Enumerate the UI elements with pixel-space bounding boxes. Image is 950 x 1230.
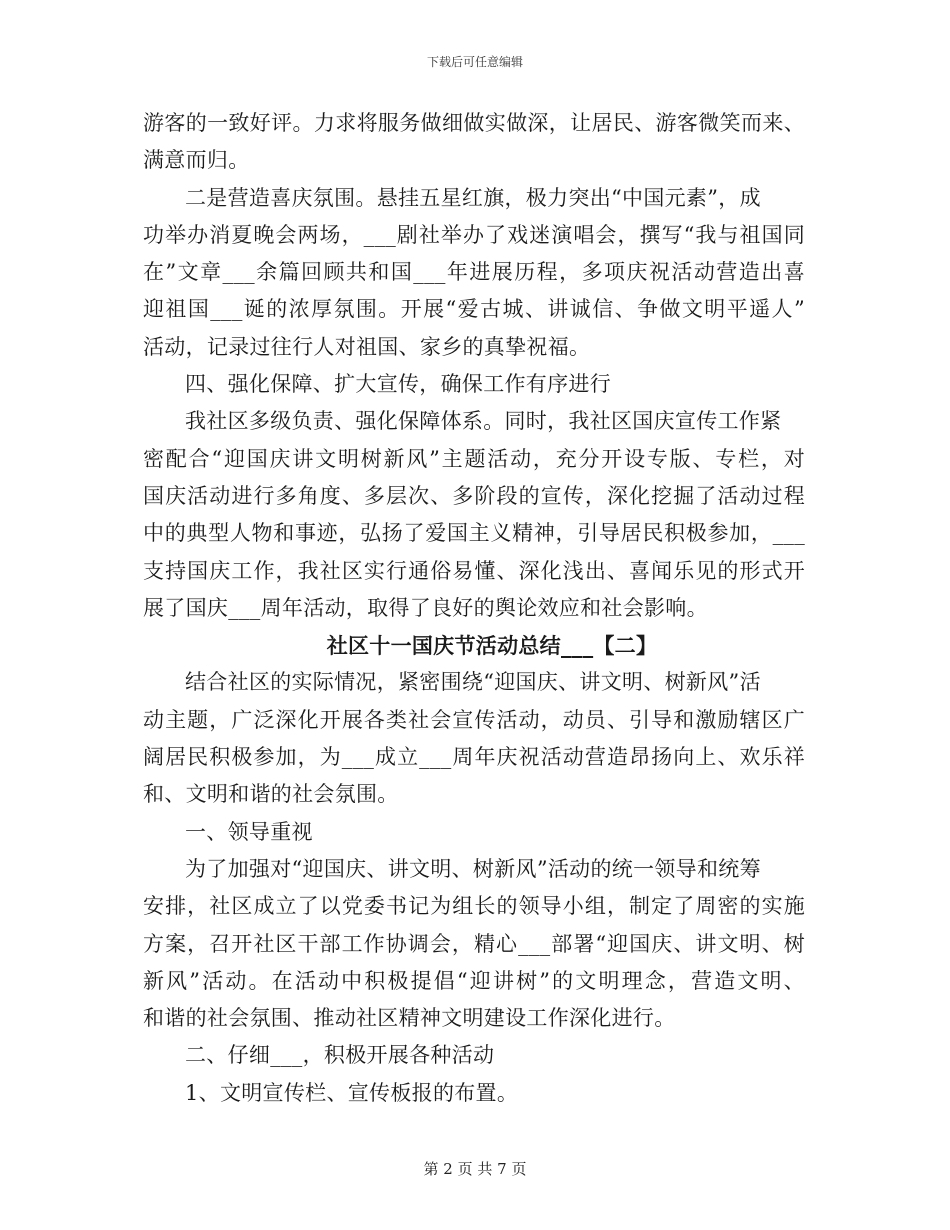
text-line: 安排，社区成立了以党委书记为组长的领导小组，制定了周密的实施 — [143, 894, 805, 919]
text-line: 游客的一致好评。力求将服务做细做实做深，让居民、游客微笑而来、 — [143, 111, 805, 135]
text-line: 展了国庆___周年活动，取得了良好的舆论效应和社会影响。 — [143, 595, 708, 620]
text-line: 满意而归。 — [143, 148, 250, 173]
text-line: 中的典型人物和事迹，弘扬了爱国主义精神，引导居民积极参加，___ — [143, 521, 805, 546]
text-line: 国庆活动进行多角度、多层次、多阶段的宣传，深化挖掘了活动过程 — [143, 483, 805, 508]
text-line: 方案，召开社区干部工作协调会，精心___部署“迎国庆、讲文明、树 — [143, 931, 805, 956]
text-line: 阔居民积极参加，为___成立___周年庆祝活动营造昂扬向上、欢乐祥 — [143, 745, 805, 770]
page-header: 下载后可任意编辑 — [426, 55, 523, 69]
text-line: 1、文明宣传栏、宣传板报的布置。 — [185, 1080, 519, 1105]
text-line: 活动，记录过往行人对祖国、家乡的真挚祝福。 — [143, 334, 591, 359]
text-line: 和、文明和谐的社会氛围。 — [143, 782, 399, 807]
text-line: 和谐的社会氛围、推动社区精神文明建设工作深化进行。 — [143, 1006, 676, 1031]
text-line: 四、强化保障、扩大宣传，确保工作有序进行 — [185, 372, 611, 397]
text-line: 一、领导重视 — [185, 819, 313, 844]
text-line: 迎祖国___诞的浓厚氛围。开展“爱古城、讲诚信、争做文明平遥人” — [143, 297, 805, 322]
text-line: 结合社区的实际情况，紧密围绕“迎国庆、讲文明、树新风”活 — [185, 670, 761, 695]
document-body — [143, 105, 805, 1112]
text-line: 密配合“迎国庆讲文明树新风”主题活动，充分开设专版、专栏，对 — [143, 446, 805, 471]
text-line: 我社区多级负责、强化保障体系。同时，我社区国庆宣传工作紧 — [185, 409, 782, 434]
text-line: 动主题，广泛深化开展各类社会宣传活动，动员、引导和激励辖区广 — [143, 707, 805, 732]
text-line: 为了加强对“迎国庆、讲文明、树新风”活动的统一领导和统筹 — [185, 856, 761, 881]
text-line: 功举办消夏晚会两场，___剧社举办了戏迷演唱会，撰写“我与祖国同 — [143, 222, 805, 247]
text-line: 新风”活动。在活动中积极提倡“迎讲树”的文明理念，营造文明、 — [143, 968, 805, 993]
text-line: 在”文章___余篇回顾共和国___年进展历程，多项庆祝活动营造出喜 — [143, 260, 805, 285]
text-line: 二是营造喜庆氛围。悬挂五星红旗，极力突出“中国元素”，成 — [185, 185, 761, 210]
section-heading: 社区十一国庆节活动总结___【二】 — [326, 633, 658, 659]
page-footer: 第 2 页 共 7 页 — [423, 1160, 527, 1178]
text-line: 支持国庆工作，我社区实行通俗易懂、深化浅出、喜闻乐见的形式开 — [143, 558, 805, 583]
text-line: 二、仔细___，积极开展各种活动 — [185, 1043, 495, 1068]
